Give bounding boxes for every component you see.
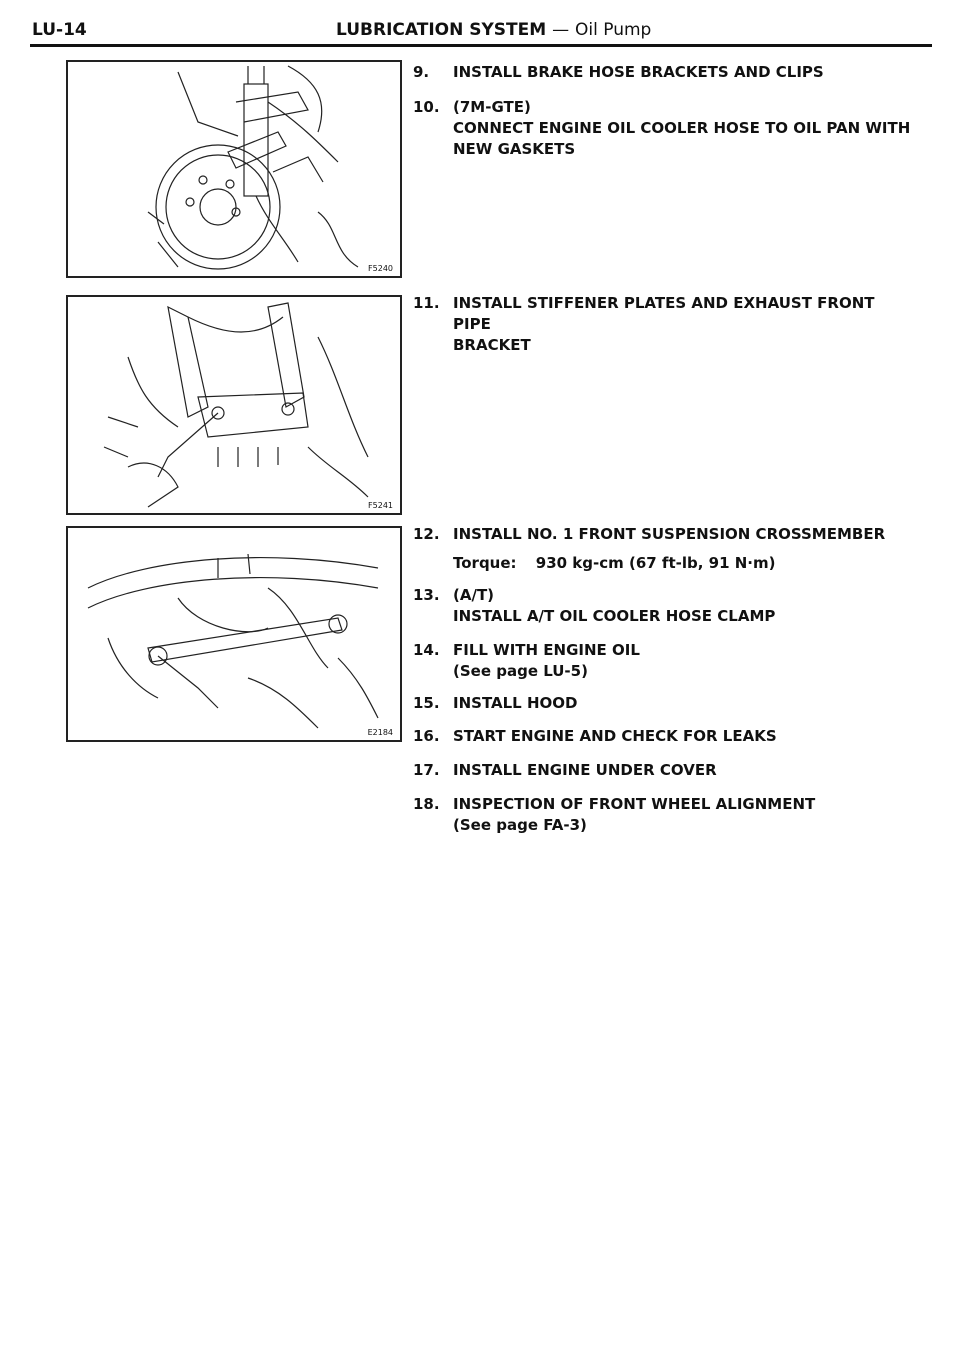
step-18 (413, 794, 913, 836)
torque-label: Torque: (453, 554, 517, 572)
step-10 (413, 97, 913, 160)
figure-code: F5240 (368, 264, 393, 273)
step-17 (413, 760, 913, 781)
brake-hose-bracket-illustration (68, 62, 400, 276)
step-qualifier: (7M-GTE) (453, 98, 531, 116)
section-name: LUBRICATION SYSTEM (336, 20, 547, 40)
step-16 (413, 726, 913, 747)
step-number: 10. (413, 98, 440, 116)
step-9 (413, 62, 913, 83)
step-title: INSTALL BRAKE HOSE BRACKETS AND CLIPS (453, 63, 824, 81)
step-title: START ENGINE AND CHECK FOR LEAKS (453, 727, 777, 745)
stiffener-plate-illustration (68, 297, 400, 513)
step-number: 9. (413, 63, 430, 81)
step-number: 16. (413, 727, 440, 745)
figure-code: E2184 (367, 728, 393, 737)
page-header (30, 18, 932, 47)
torque-value: 930 kg-cm (67 ft-lb, 91 N·m) (535, 554, 776, 572)
page-reference: (See page FA-3) (453, 816, 587, 834)
figure-code: F5241 (368, 501, 393, 510)
subsection-name: Oil Pump (575, 20, 652, 40)
step-qualifier: (A/T) (453, 586, 495, 604)
step-number: 17. (413, 761, 440, 779)
step-12 (413, 524, 913, 574)
figure-stiffener-plates (66, 295, 402, 515)
section-title (336, 20, 651, 40)
step-title-line1: CONNECT ENGINE OIL COOLER HOSE TO OIL PAN WITH (453, 119, 911, 137)
step-number: 13. (413, 586, 440, 604)
step-number: 15. (413, 694, 440, 712)
step-title: INSPECTION OF FRONT WHEEL ALIGNMENT (453, 795, 816, 813)
title-separator: — (552, 20, 570, 40)
crossmember-illustration (68, 528, 400, 740)
step-title: INSTALL NO. 1 FRONT SUSPENSION CROSSMEMBER (453, 525, 886, 543)
step-title: INSTALL HOOD (453, 694, 578, 712)
step-title: INSTALL A/T OIL COOLER HOSE CLAMP (453, 607, 776, 625)
step-number: 18. (413, 795, 440, 813)
step-title-line1: INSTALL STIFFENER PLATES AND EXHAUST FRONT PIPE (453, 294, 875, 333)
figure-brake-hose (66, 60, 402, 278)
step-number: 11. (413, 294, 440, 312)
page-reference: (See page LU-5) (453, 662, 588, 680)
step-title-line2: BRACKET (453, 336, 531, 354)
figure-crossmember (66, 526, 402, 742)
step-number: 12. (413, 525, 440, 543)
torque-spec (453, 553, 913, 574)
step-11 (413, 293, 913, 356)
step-14 (413, 640, 913, 682)
step-title: INSTALL ENGINE UNDER COVER (453, 761, 717, 779)
step-15 (413, 693, 913, 714)
step-13 (413, 585, 913, 627)
page-id: LU-14 (32, 20, 87, 40)
step-number: 14. (413, 641, 440, 659)
step-title-line2: NEW GASKETS (453, 140, 576, 158)
step-title: FILL WITH ENGINE OIL (453, 641, 640, 659)
